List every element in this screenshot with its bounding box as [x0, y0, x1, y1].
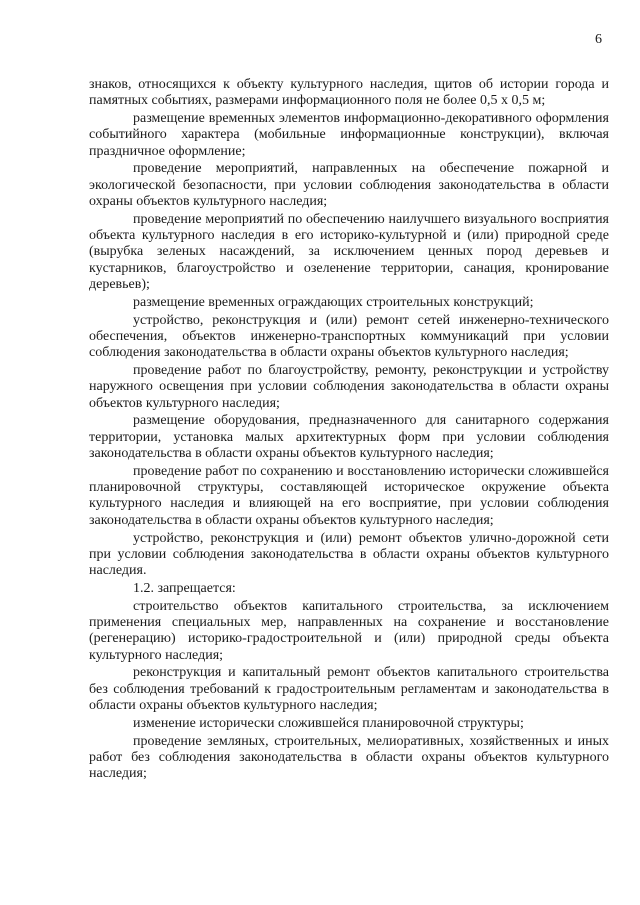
- document-body: [89, 77, 609, 784]
- paragraph: проведение мероприятий по обеспечению наилучшего визуального восприятия объекта культурного наследия в его историко-культурной и (или) природной среде (вырубка зеленых насаждений, за исключением ценных пород деревьев и кустарников, благоустройство и озеленение территории, санация, кронирование деревьев);: [89, 211, 609, 293]
- paragraph: проведение работ по сохранению и восстановлению исторически сложившейся планировочной структуры, составляющей историческое окружение объекта культурного наследия и влияющей на его восприятие, при условии соблюдения законодательства в области охраны объектов культурного наследия;: [89, 463, 609, 528]
- paragraph: размещение временных элементов информационно-декоративного оформления событийного характера (мобильные информационные конструкции), включая праздничное оформление;: [89, 111, 609, 159]
- paragraph: проведение земляных, строительных, мелиоративных, хозяйственных и иных работ без соблюдения законодательства в области охраны объектов культурного наследия;: [89, 733, 609, 782]
- paragraph: размещение временных ограждающих строительных конструкций;: [133, 294, 534, 310]
- paragraph: устройство, реконструкция и (или) ремонт сетей инженерно-технического обеспечения, объектов инженерно-транспортных коммуникаций при условии соблюдения законодательства в области охраны объектов культурного наследия;: [89, 312, 609, 361]
- page-number: 6: [595, 32, 602, 47]
- paragraph: знаков, относящихся к объекту культурного наследия, щитов об истории города и памятных событиях, размерами информационного поля не более 0,5 х 0,5 м;: [89, 77, 609, 109]
- paragraph: размещение оборудования, предназначенного для санитарного содержания территории, установка малых архитектурных форм при условии соблюдения законодательства в области охраны объектов культурного наследия;: [89, 413, 609, 462]
- paragraph: реконструкция и капитальный ремонт объектов капитального строительства без соблюдения требований к градостроительным регламентам и законодательства в области охраны объектов культурного наследия;: [89, 665, 609, 713]
- paragraph: строительство объектов капитального строительства, за исключением применения специальных мер, направленных на сохранение и восстановление (регенерацию) историко-градостроительной и (или) природной среды объекта культурного наследия;: [89, 598, 609, 663]
- paragraph: изменение исторически сложившейся планировочной структуры;: [133, 715, 524, 731]
- paragraph: проведение мероприятий, направленных на обеспечение пожарной и экологической безопасности, при условии соблюдения законодательства в области охраны объектов культурного наследия;: [89, 161, 609, 210]
- section-heading: 1.2. запрещается:: [133, 580, 236, 596]
- paragraph: устройство, реконструкция и (или) ремонт объектов улично-дорожной сети при условии соблюдения законодательства в области охраны объектов культурного наследия.: [89, 530, 609, 579]
- paragraph: проведение работ по благоустройству, ремонту, реконструкции и устройству наружного освещения при условии соблюдения законодательства в области охраны объектов культурного наследия;: [89, 363, 609, 411]
